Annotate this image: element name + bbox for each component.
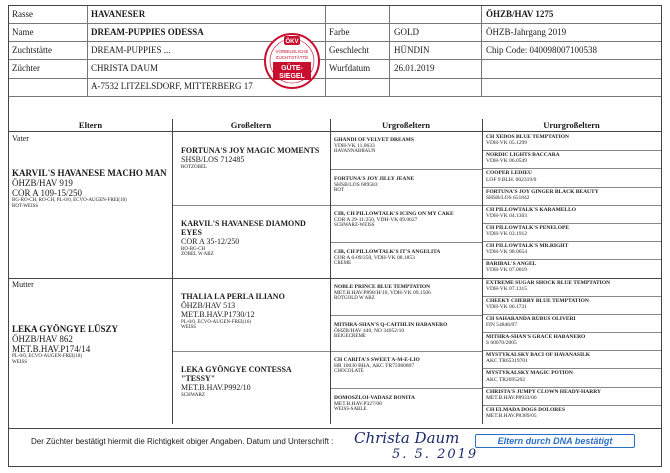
ggp4-name: CIB, CH PILLOWTALK'S IT'S ANGELITA xyxy=(334,249,441,255)
gp4-reg: MET.B.HAV.P992/10 xyxy=(181,382,251,392)
col-grosseltern: Großeltern xyxy=(172,119,330,132)
gggp-reg: MET.B.HAV.P8933/06 xyxy=(486,394,537,401)
zuechter-address-line: A-7532 LITZELSDORF, MITTERBERG 17 xyxy=(91,81,253,91)
gggp-name: BARIBAL'S ANGEL xyxy=(486,261,537,268)
pedigree-table xyxy=(9,119,661,433)
gp3-name: THALIA LA PERLA ILIANO xyxy=(181,292,285,301)
ggp4-info: CREME xyxy=(334,261,352,267)
gggp-name: CH PILLOWTALK'S PENELOPE xyxy=(486,224,570,231)
gp2-name: KARVIL'S HAVANESE DIAMOND EYES xyxy=(181,219,306,237)
gggp-reg: FIN 54846/07 xyxy=(486,322,518,329)
ggp3-reg: COR A 29-11/250, VDH-VK 09.0627 xyxy=(334,217,418,224)
header-divider-2 xyxy=(325,6,326,96)
mutter-label: Mutter xyxy=(12,280,34,289)
mutter-reg2: MET.B.HAV.P174/14 xyxy=(12,344,91,355)
footer-section xyxy=(9,428,661,464)
gggp-reg: VDH-VK 07.1315 xyxy=(486,285,527,292)
vater-reg: ÖHZB/HAV 919 xyxy=(12,178,73,189)
gggp-name: MITHRA-SHAN'S GRACE HABANERO xyxy=(486,334,586,341)
gggp-reg: VDH-VK 03.1912 xyxy=(486,231,527,238)
row-rasse xyxy=(9,6,661,24)
grandparent-4 xyxy=(173,352,330,424)
ggp-3 xyxy=(331,206,482,243)
rasse-label: Rasse xyxy=(12,9,33,19)
header-divider-1 xyxy=(87,6,88,96)
gp4-name: LEKA GYÖNGYE CONTESSA "TESSY" xyxy=(181,365,292,383)
vater-health: BG-RO-CH, RO-CH, PL-0/0, ECVO-AUGEN-FREI(18) xyxy=(12,198,127,204)
ggp3-info: SCHWARZ-WEISS xyxy=(334,223,375,229)
farbe-label: Farbe xyxy=(329,27,350,37)
gggp-1 xyxy=(483,133,661,151)
gggp-5 xyxy=(483,206,661,224)
gp2-info2: ZOBEL W ABZ xyxy=(181,252,214,258)
gggp-14 xyxy=(483,369,661,387)
footer-statement: Der Züchter bestätigt hiermit die Richtigkeit obiger Angaben. Datum und Unterschrift : xyxy=(31,437,334,446)
gp2-reg: COR A 35-12/250 xyxy=(181,236,240,246)
gggp-reg: VDH-VK 06.0549 xyxy=(486,158,527,165)
gggp-name: CHRISTA'S JUMPY CLOWN HEADY-HARRY xyxy=(486,388,601,395)
gp3-reg2: MET.B.HAV.P1730/12 xyxy=(181,309,255,319)
vater-name: KARVIL'S HAVANESE MACHO MAN xyxy=(12,167,167,178)
chip-code: Chip Code: 040098007100538 xyxy=(486,45,598,55)
ggp6-name: MITHRA-SHAN'S Q-CAITHLIN HABANERO xyxy=(334,322,448,328)
gggp-name: CH ELMADA DOGS DOLORES xyxy=(486,406,565,413)
zuechter-name: CHRISTA DAUM xyxy=(91,63,159,73)
gggp-name: COOPER LEDIEU xyxy=(486,170,532,177)
gggp-reg: S 60070/2005 xyxy=(486,340,517,347)
gggp-12 xyxy=(483,333,661,351)
gp3-reg: ÖHZB/HAV 513 xyxy=(181,300,236,310)
ggp5-name: NOBLE PRINCE BLUE TEMPTATION xyxy=(334,284,431,290)
gggp-4 xyxy=(483,188,661,206)
quality-seal-icon xyxy=(263,32,321,90)
gggp-name: NORDIC LIGHTS BACCARA xyxy=(486,152,560,159)
dna-confirmation-badge: Eltern durch DNA bestätigt xyxy=(475,434,635,448)
vater-reg2: COR A 109-15/250 xyxy=(12,188,83,199)
gp1-reg: SHSB/LOS 712485 xyxy=(181,154,245,164)
seal-line4: SIEGEL xyxy=(279,73,305,80)
gp3-info: PL-0/0, ECVO-AUGEN-FREI(16) xyxy=(181,319,251,325)
ggp-6 xyxy=(331,316,482,352)
gggp-7 xyxy=(483,242,661,260)
seal-org: ÖKV xyxy=(285,39,299,45)
gggp-9 xyxy=(483,279,661,297)
ggp2-name: FORTUNA'S JOY JILLY JEANE xyxy=(334,176,415,182)
ggp-1 xyxy=(331,133,482,170)
gggp-10 xyxy=(483,297,661,315)
pedigree-certificate xyxy=(8,5,662,467)
vater-label: Vater xyxy=(12,134,29,143)
gggp-name: FORTUNA'S JOY GINGER BLACK BEAUTY xyxy=(486,188,599,195)
gggp-name: CH PILLOWTALK'S MR.RIGHT xyxy=(486,243,569,250)
row-zuchtstaette xyxy=(9,42,661,60)
gggp-11 xyxy=(483,315,661,333)
ggp2-reg: SHSB/LOS 689583 xyxy=(334,182,378,189)
geschlecht-value: HÜNDIN xyxy=(394,45,430,55)
gggp-8 xyxy=(483,260,661,278)
col-ururgrosseltern: Ururgroßeltern xyxy=(482,119,661,132)
gggp-reg: VDH-VK 06.1731 xyxy=(486,303,527,310)
wurfdatum-value: 26.01.2019 xyxy=(394,63,435,73)
gggp-3 xyxy=(483,169,661,187)
ggp7-name: CH CARITA'S SWEET A-M-E-LIO xyxy=(334,357,420,363)
mutter-reg: ÖHZB/HAV 862 xyxy=(12,334,73,345)
header-rule xyxy=(9,78,661,79)
gggp-13 xyxy=(483,351,661,369)
ggp6-reg: ÖHZB/HAV 440, NO 34052/10 xyxy=(334,328,405,335)
ggp4-reg: COR A 6-09/250, VDH-VK 08.1853 xyxy=(334,255,415,262)
reg-number: ÖHZB/HAV 1275 xyxy=(486,9,554,19)
ggp1-info: HAVANNABRAUN xyxy=(334,149,376,155)
gggp-name: MYSTYKALSKY BACI OF HAVANASILK xyxy=(486,352,591,359)
gp2-info: RO-BG-CH xyxy=(181,246,206,252)
wurfdatum-label: Wurfdatum xyxy=(329,63,371,73)
gggp-reg: VDH-VK 04.1303 xyxy=(486,212,527,219)
gggp-reg: AKC TR65319701 xyxy=(486,358,528,365)
gggp-15 xyxy=(483,388,661,406)
gggp-name: CHEEKY CHERRY BLUE TEMPTATION xyxy=(486,297,589,304)
rasse-value: HAVANESER xyxy=(91,9,146,19)
gggp-reg: AKC TR2695202 xyxy=(486,376,526,383)
mutter-name: LEKA GYÖNGYE LÜSZY xyxy=(12,323,119,334)
signature-date: 5. 5. 2019 xyxy=(392,447,479,462)
parent-mutter xyxy=(9,279,172,424)
ggp7-info: CHOCOLATE xyxy=(334,369,364,375)
ggp1-reg: VDH-VK 11.0633 xyxy=(334,143,375,150)
col-eltern: Eltern xyxy=(9,119,172,132)
ggp5-reg: MET.B.HAV.P898/H/10, VDH-VK 09.1506 xyxy=(334,290,431,297)
ggp-5 xyxy=(331,279,482,316)
seal-line1: VORBILDLICHE xyxy=(275,49,309,54)
row-name xyxy=(9,24,661,42)
ggp-2 xyxy=(331,170,482,206)
ggp-8 xyxy=(331,389,482,424)
gggp-name: EXTREME SUGAR SHOCK BLUE TEMPTATION xyxy=(486,279,611,286)
signature: Christa Daum xyxy=(354,429,460,447)
seal-line2: ZUCHTSTÄTTE xyxy=(275,55,309,60)
mutter-health: PL-0/0, ECVO-AUGEN-FREI(18) xyxy=(12,354,82,360)
grandparent-3 xyxy=(173,279,330,352)
header-divider-4 xyxy=(481,6,482,96)
col-urgrosseltern: Urgroßeltern xyxy=(330,119,482,132)
vater-color: ROT-WEISS xyxy=(12,203,39,209)
jahrgang-value: ÖHZB-Jahrgang 2019 xyxy=(486,27,567,37)
gggp-name: MYSTYKALSKY MAGIC POTION xyxy=(486,370,573,377)
ggp1-name: GHANDI OF VELVET DREAMS xyxy=(334,137,414,143)
zuchtstaette-value: DREAM-PUPPIES ... xyxy=(91,45,171,55)
geschlecht-label: Geschlecht xyxy=(329,45,369,55)
header-divider-3 xyxy=(389,6,390,96)
ggp3-name: CIB, CH PILLOWTALK'S ICING ON MY CAKE xyxy=(334,211,454,217)
gp4-info: SCHWARZ xyxy=(181,392,205,398)
name-label: Name xyxy=(12,27,34,37)
gggp-reg: MET.B.HAV.P8389/05 xyxy=(486,412,537,419)
parent-vater xyxy=(9,133,172,279)
gggp-reg: SHSB/LOS 651842 xyxy=(486,194,530,201)
ggp-4 xyxy=(331,243,482,279)
gggp-reg: VDH-VK 98.0654 xyxy=(486,249,527,256)
gp3-info2: WEISS xyxy=(181,325,196,331)
ggp8-reg: MET.B.HAV.P327/08 xyxy=(334,401,382,408)
gggp-name: CH XEDOS BLUE TEMPTATION xyxy=(486,134,569,140)
grandparent-1 xyxy=(173,133,330,206)
ggp2-info: ROT xyxy=(334,188,344,194)
seal-line3: GÜTE- xyxy=(281,65,303,72)
ggp8-info: WEISS-SABLE xyxy=(334,407,367,413)
ggp5-info: ROTGOLD W ABZ xyxy=(334,296,375,302)
ggp6-info: BEIGECREME xyxy=(334,334,366,340)
grandparent-2 xyxy=(173,206,330,279)
gggp-reg: VDH-VK 05.1299 xyxy=(486,140,527,147)
gggp-6 xyxy=(483,224,661,242)
gggp-reg: VDH-VK 07.0019 xyxy=(486,267,527,274)
ggp7-reg: HR 10030 BHA, AKC TR75980807 xyxy=(334,363,415,370)
zuchtstaette-label: Zuchtstätte xyxy=(12,45,52,55)
zuechter-label: Züchter xyxy=(12,63,40,73)
gp1-name: FORTUNA'S JOY MAGIC MOMENTS xyxy=(181,146,320,155)
gggp-reg: LOF 9 BLH. 002319/0 xyxy=(486,176,537,183)
gggp-name: CH PILLOWTALK'S KARAMELLO xyxy=(486,206,577,213)
header-bottom-rule xyxy=(9,96,661,97)
gggp-2 xyxy=(483,151,661,169)
gggp-name: CH SAHARANDA RUBUS OLIVERI xyxy=(486,315,576,322)
mutter-color: WEISS xyxy=(12,359,27,365)
name-value: DREAM-PUPPIES ODESSA xyxy=(91,27,204,37)
gggp-16 xyxy=(483,406,661,424)
header-section xyxy=(9,6,661,116)
gp1-info: ROTZOBEL xyxy=(181,164,208,170)
ggp-7 xyxy=(331,352,482,389)
farbe-value: GOLD xyxy=(394,27,419,37)
ggp8-name: DOMOSZLOI-VADASZ BONITA xyxy=(334,395,415,401)
